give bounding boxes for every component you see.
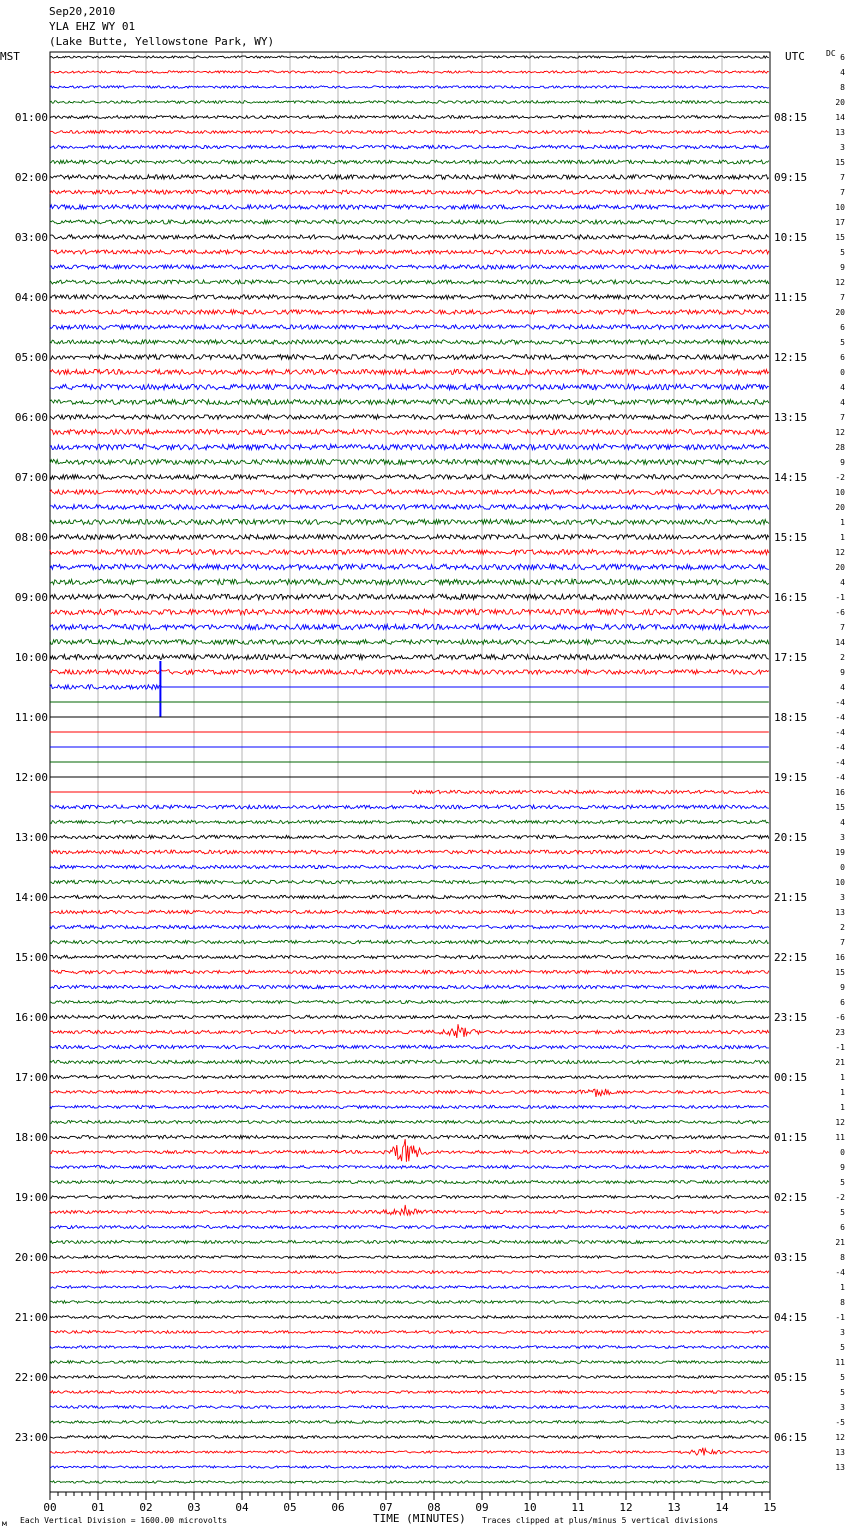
dc-offset-label: 5 xyxy=(840,1373,845,1382)
trace-line xyxy=(50,295,769,299)
x-tick-label: 06 xyxy=(331,1501,345,1514)
trace-line xyxy=(50,460,769,465)
right-time-label: 14:15 xyxy=(774,471,808,484)
dc-offset-label: 19 xyxy=(835,848,845,857)
x-tick-label: 13 xyxy=(667,1501,681,1514)
right-time-label: 06:15 xyxy=(774,1431,808,1444)
dc-offset-label: 14 xyxy=(835,113,845,122)
trace-line xyxy=(50,1139,769,1162)
dc-offset-label: -4 xyxy=(835,728,845,737)
dc-offset-label: 23 xyxy=(835,1028,845,1037)
left-time-label: 10:00 xyxy=(14,651,48,664)
trace-line xyxy=(50,1076,769,1079)
dc-offset-label: 1 xyxy=(840,518,845,527)
dc-offset-label: 12 xyxy=(835,278,845,287)
dc-offset-label: 6 xyxy=(840,53,845,62)
trace-line xyxy=(50,175,769,179)
left-time-label: 11:00 xyxy=(14,711,48,724)
trace-line xyxy=(50,190,769,194)
trace-line xyxy=(50,910,769,913)
station-code: YLA EHZ WY 01 xyxy=(49,20,136,33)
left-time-label: 02:00 xyxy=(14,171,48,184)
right-time-label: 00:15 xyxy=(774,1071,808,1084)
trace-line xyxy=(50,1301,769,1304)
x-axis-title: TIME (MINUTES) xyxy=(373,1512,466,1525)
left-time-label: 23:00 xyxy=(14,1431,48,1444)
left-time-label: 17:00 xyxy=(14,1071,48,1084)
trace-line xyxy=(50,550,769,555)
trace-line xyxy=(50,640,769,645)
trace-line xyxy=(50,925,769,928)
dc-offset-label: 6 xyxy=(840,323,845,332)
trace-line xyxy=(50,430,769,435)
trace-line xyxy=(50,1286,769,1289)
dc-offset-label: 7 xyxy=(840,173,845,182)
trace-line xyxy=(50,790,769,793)
left-time-label: 05:00 xyxy=(14,351,48,364)
right-time-label: 10:15 xyxy=(774,231,808,244)
right-time-label: 16:15 xyxy=(774,591,808,604)
right-time-label: 23:15 xyxy=(774,1011,808,1024)
trace-line xyxy=(50,265,769,269)
right-time-label: 12:15 xyxy=(774,351,808,364)
dc-offset-label: 12 xyxy=(835,548,845,557)
x-tick-label: 00 xyxy=(43,1501,57,1514)
x-tick-label: 05 xyxy=(283,1501,297,1514)
dc-offset-label: 2 xyxy=(840,923,845,932)
x-tick-label: 10 xyxy=(523,1501,537,1514)
dc-offset-label: 9 xyxy=(840,668,845,677)
x-tick-label: 08 xyxy=(427,1501,441,1514)
left-time-label: 09:00 xyxy=(14,591,48,604)
trace-line xyxy=(50,985,769,988)
dc-offset-label: 13 xyxy=(835,128,845,137)
dc-offset-label: 9 xyxy=(840,263,845,272)
trace-line xyxy=(50,220,769,224)
dc-offset-label: 9 xyxy=(840,458,845,467)
record-date: Sep20,2010 xyxy=(49,5,116,18)
dc-offset-label: 5 xyxy=(840,338,845,347)
left-time-label: 06:00 xyxy=(14,411,48,424)
right-time-label: 18:15 xyxy=(774,711,808,724)
dc-offset-label: 0 xyxy=(840,863,845,872)
trace-line xyxy=(50,1391,769,1394)
trace-line xyxy=(50,1481,769,1483)
dc-offset-label: -6 xyxy=(835,1013,845,1022)
right-time-label: 05:15 xyxy=(774,1371,808,1384)
dc-offset-label: 3 xyxy=(840,833,845,842)
trace-line xyxy=(50,1060,769,1063)
dc-offset-label: 6 xyxy=(840,998,845,1007)
dc-offset-label: 13 xyxy=(835,1463,845,1472)
trace-line xyxy=(50,1015,769,1018)
dc-offset-label: -4 xyxy=(835,698,845,707)
dc-offset-label: 10 xyxy=(835,488,845,497)
trace-line xyxy=(50,340,769,344)
trace-line xyxy=(50,940,769,943)
left-time-label: 07:00 xyxy=(14,471,48,484)
dc-offset-label: 11 xyxy=(835,1133,845,1142)
trace-line xyxy=(50,505,769,510)
dc-header-label: DC xyxy=(826,49,836,58)
dc-offset-label: 14 xyxy=(835,638,845,647)
trace-line xyxy=(50,490,769,495)
trace-line xyxy=(50,1406,769,1409)
dc-offset-label: 4 xyxy=(840,818,845,827)
trace-line xyxy=(50,56,769,58)
left-time-label: 01:00 xyxy=(14,111,48,124)
left-time-label: 08:00 xyxy=(14,531,48,544)
right-time-label: 03:15 xyxy=(774,1251,808,1264)
dc-offset-label: -4 xyxy=(835,713,845,722)
trace-line xyxy=(50,116,769,119)
trace-line xyxy=(50,400,769,405)
dc-offset-label: 13 xyxy=(835,908,845,917)
x-tick-label: 02 xyxy=(139,1501,153,1514)
dc-offset-label: 1 xyxy=(840,1073,845,1082)
left-time-label: 12:00 xyxy=(14,771,48,784)
clip-note: Traces clipped at plus/minus 5 vertical divisions xyxy=(482,1516,719,1525)
left-time-label: 20:00 xyxy=(14,1251,48,1264)
dc-offset-label: 1 xyxy=(840,1088,845,1097)
dc-offset-label: 5 xyxy=(840,1343,845,1352)
trace-line xyxy=(50,1205,769,1215)
right-time-label: 02:15 xyxy=(774,1191,808,1204)
x-tick-label: 11 xyxy=(571,1501,585,1514)
dc-offset-label: 12 xyxy=(835,1433,845,1442)
dc-offset-label: 5 xyxy=(840,1178,845,1187)
left-time-label: 18:00 xyxy=(14,1131,48,1144)
dc-offset-label: 10 xyxy=(835,203,845,212)
dc-offset-label: 7 xyxy=(840,413,845,422)
dc-offset-label: 12 xyxy=(835,428,845,437)
dc-offset-label: 7 xyxy=(840,188,845,197)
trace-line xyxy=(50,1376,769,1379)
dc-offset-label: 3 xyxy=(840,893,845,902)
right-time-label: 08:15 xyxy=(774,111,808,124)
trace-line xyxy=(50,355,769,360)
right-time-label: 13:15 xyxy=(774,411,808,424)
dc-offset-label: 1 xyxy=(840,1283,845,1292)
trace-line xyxy=(50,415,769,420)
left-time-label: 21:00 xyxy=(14,1311,48,1324)
left-time-label: 19:00 xyxy=(14,1191,48,1204)
dc-offset-label: 13 xyxy=(835,1448,845,1457)
right-time-label: 21:15 xyxy=(774,891,808,904)
trace-line xyxy=(50,624,769,629)
trace-line xyxy=(50,835,769,838)
dc-offset-label: 9 xyxy=(840,983,845,992)
dc-offset-label: 7 xyxy=(840,938,845,947)
x-tick-label: 09 xyxy=(475,1501,489,1514)
trace-line xyxy=(50,131,769,134)
dc-offset-label: 20 xyxy=(835,503,845,512)
dc-offset-label: 15 xyxy=(835,803,845,812)
dc-offset-label: 11 xyxy=(835,1358,845,1367)
dc-offset-label: 8 xyxy=(840,1253,845,1262)
trace-line xyxy=(50,1106,769,1109)
trace-line xyxy=(50,594,769,599)
dc-offset-label: -2 xyxy=(835,1193,845,1202)
dc-offset-label: -4 xyxy=(835,758,845,767)
dc-offset-label: 4 xyxy=(840,683,845,692)
trace-line xyxy=(50,1089,769,1097)
trace-line xyxy=(50,370,769,375)
dc-offset-label: 9 xyxy=(840,1163,845,1172)
trace-line xyxy=(50,1045,769,1048)
trace-line xyxy=(50,805,769,809)
trace-line xyxy=(50,1466,769,1468)
dc-offset-label: 4 xyxy=(840,578,845,587)
right-time-label: 01:15 xyxy=(774,1131,808,1144)
dc-offset-label: 5 xyxy=(840,1208,845,1217)
dc-offset-label: 20 xyxy=(835,98,845,107)
dc-offset-label: 3 xyxy=(840,1403,845,1412)
trace-line xyxy=(50,1331,769,1334)
trace-line xyxy=(50,1166,769,1169)
trace-line xyxy=(50,609,769,614)
dc-offset-label: 21 xyxy=(835,1238,845,1247)
dc-offset-label: 17 xyxy=(835,218,845,227)
dc-offset-label: -4 xyxy=(835,743,845,752)
trace-line xyxy=(50,444,769,449)
right-time-label: 15:15 xyxy=(774,531,808,544)
trace-line xyxy=(50,1181,769,1184)
trace-line xyxy=(50,1121,769,1124)
trace-line xyxy=(50,535,769,540)
dc-offset-label: 6 xyxy=(840,1223,845,1232)
trace-line xyxy=(50,1448,769,1456)
dc-offset-label: 16 xyxy=(835,788,845,797)
trace-line xyxy=(50,1421,769,1424)
left-time-label: 16:00 xyxy=(14,1011,48,1024)
left-time-label: 03:00 xyxy=(14,231,48,244)
dc-offset-label: 7 xyxy=(840,623,845,632)
right-timezone-label: UTC xyxy=(785,50,805,63)
dc-offset-label: 8 xyxy=(840,83,845,92)
dc-offset-label: -1 xyxy=(835,593,845,602)
dc-offset-label: 3 xyxy=(840,143,845,152)
trace-line xyxy=(50,1361,769,1364)
dc-offset-label: 2 xyxy=(840,653,845,662)
trace-line xyxy=(50,384,769,389)
trace-line xyxy=(50,670,769,675)
left-time-label: 04:00 xyxy=(14,291,48,304)
dc-offset-label: 4 xyxy=(840,68,845,77)
dc-offset-label: -4 xyxy=(835,1268,845,1277)
dc-offset-label: 15 xyxy=(835,158,845,167)
trace-line xyxy=(50,865,769,868)
trace-line xyxy=(50,145,769,148)
dc-offset-label: -2 xyxy=(835,473,845,482)
trace-line xyxy=(50,1001,769,1004)
dc-offset-label: -6 xyxy=(835,608,845,617)
trace-line xyxy=(50,205,769,209)
trace-line xyxy=(50,970,769,973)
x-tick-label: 14 xyxy=(715,1501,729,1514)
trace-line xyxy=(50,685,769,690)
trace-line xyxy=(50,1271,769,1274)
dc-offset-label: 6 xyxy=(840,353,845,362)
trace-line xyxy=(50,1346,769,1349)
left-timezone-label: MST xyxy=(0,50,20,63)
dc-offset-label: 4 xyxy=(840,383,845,392)
x-tick-label: 03 xyxy=(187,1501,201,1514)
dc-offset-label: 1 xyxy=(840,533,845,542)
right-time-label: 22:15 xyxy=(774,951,808,964)
dc-offset-label: 8 xyxy=(840,1298,845,1307)
dc-offset-label: 3 xyxy=(840,1328,845,1337)
trace-line xyxy=(50,1241,769,1244)
dc-offset-label: 12 xyxy=(835,1118,845,1127)
dc-offset-label: 16 xyxy=(835,953,845,962)
trace-line xyxy=(50,520,769,525)
right-time-label: 20:15 xyxy=(774,831,808,844)
trace-line xyxy=(50,71,769,73)
dc-offset-label: 20 xyxy=(835,308,845,317)
dc-offset-label: 7 xyxy=(840,293,845,302)
trace-line xyxy=(50,1436,769,1439)
trace-line xyxy=(50,1226,769,1229)
dc-offset-label: -1 xyxy=(835,1313,845,1322)
trace-line xyxy=(50,1196,769,1199)
trace-line xyxy=(50,101,769,104)
trace-line xyxy=(50,895,769,898)
dc-offset-label: 15 xyxy=(835,968,845,977)
trace-line xyxy=(50,1316,769,1319)
trace-line xyxy=(50,160,769,164)
right-time-label: 17:15 xyxy=(774,651,808,664)
dc-offset-label: 15 xyxy=(835,233,845,242)
x-tick-label: 12 xyxy=(619,1501,633,1514)
right-time-label: 11:15 xyxy=(774,291,808,304)
right-time-label: 04:15 xyxy=(774,1311,808,1324)
dc-offset-label: 28 xyxy=(835,443,845,452)
scale-note: Each Vertical Division = 1600.00 microvolts xyxy=(20,1516,228,1525)
trace-line xyxy=(50,1135,769,1138)
dc-offset-label: 5 xyxy=(840,248,845,257)
trace-line xyxy=(50,564,769,569)
trace-line xyxy=(50,86,769,88)
dc-offset-label: 20 xyxy=(835,563,845,572)
right-time-label: 09:15 xyxy=(774,171,808,184)
dc-offset-label: 4 xyxy=(840,398,845,407)
trace-line xyxy=(50,579,769,584)
trace-line xyxy=(50,820,769,823)
dc-offset-label: 5 xyxy=(840,1388,845,1397)
trace-line xyxy=(50,310,769,314)
dc-offset-label: 10 xyxy=(835,878,845,887)
trace-line xyxy=(50,880,769,883)
trace-line xyxy=(50,1256,769,1259)
trace-line xyxy=(50,325,769,329)
trace-line xyxy=(50,655,769,660)
trace-line xyxy=(50,250,769,254)
station-location: (Lake Butte, Yellowstone Park, WY) xyxy=(49,35,275,48)
trace-line xyxy=(50,955,769,958)
right-time-label: 19:15 xyxy=(774,771,808,784)
x-tick-label: 01 xyxy=(91,1501,105,1514)
footer-mark: м xyxy=(2,1519,7,1528)
dc-offset-label: 1 xyxy=(840,1103,845,1112)
dc-offset-label: 0 xyxy=(840,1148,845,1157)
dc-offset-label: 21 xyxy=(835,1058,845,1067)
left-time-label: 15:00 xyxy=(14,951,48,964)
trace-line xyxy=(50,475,769,480)
dc-offset-label: -1 xyxy=(835,1043,845,1052)
trace-line xyxy=(50,1024,769,1038)
dc-offset-label: 0 xyxy=(840,368,845,377)
left-time-label: 22:00 xyxy=(14,1371,48,1384)
trace-line xyxy=(50,850,769,854)
trace-line xyxy=(50,280,769,284)
left-time-label: 13:00 xyxy=(14,831,48,844)
dc-offset-label: -4 xyxy=(835,773,845,782)
left-time-label: 14:00 xyxy=(14,891,48,904)
x-tick-label: 07 xyxy=(379,1501,393,1514)
x-tick-label: 04 xyxy=(235,1501,249,1514)
trace-line xyxy=(50,235,769,239)
dc-offset-label: -5 xyxy=(835,1418,845,1427)
x-tick-label: 15 xyxy=(763,1501,777,1514)
